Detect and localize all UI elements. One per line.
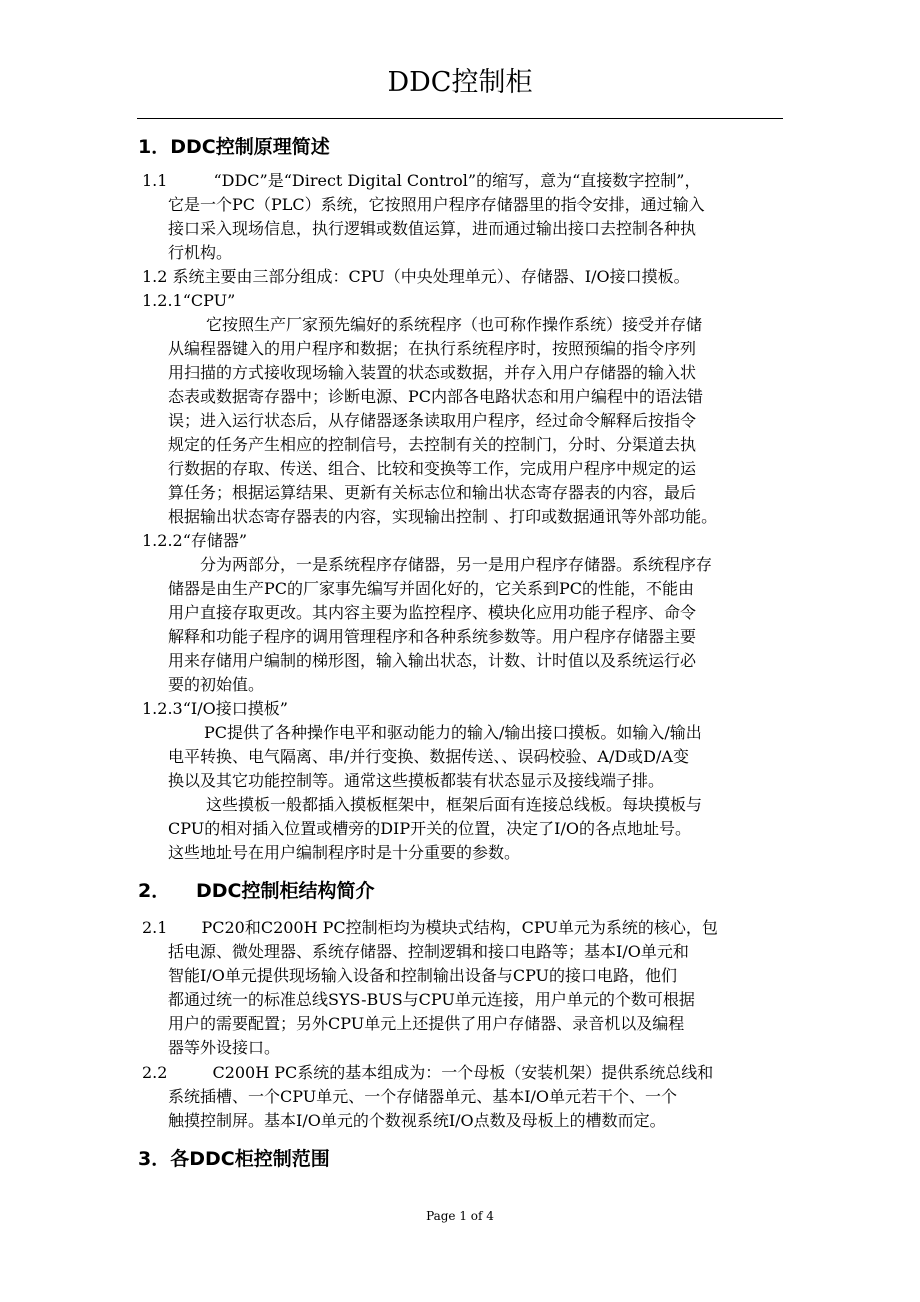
section-1-title: DDC控制原理简述: [170, 136, 330, 158]
paragraph-line: 算任务；根据运算结果、更新有关标志位和输出状态寄存器表的内容，最后: [168, 483, 697, 502]
paragraph-line: 行机构。: [168, 243, 233, 262]
paragraph-line: 根据输出状态寄存器表的内容，实现输出控制 、打印或数据通讯等外部功能。: [168, 507, 718, 526]
paragraph-line: 电平转换、电气隔离、串/并行变换、数据传送、、误码校验、A/D或D/A变: [168, 747, 689, 766]
paragraph-line: 它是一个PC（PLC）系统，它按照用户程序存储器里的指令安排，通过输入: [168, 195, 705, 214]
paragraph-line: 用户直接存取更改。其内容主要为监控程序、模块化应用功能子程序、命令: [168, 603, 697, 622]
paragraph-2-2-number: 2.2: [142, 1063, 168, 1082]
paragraph-1-1: [142, 169, 802, 265]
subsection-1-2-2-label: 1.2.2“存储器”: [142, 531, 248, 550]
paragraph-line: 这些地址号在用户编制程序时是十分重要的参数。: [168, 843, 521, 862]
paragraph-line: 系统插槽、一个CPU单元、一个存储器单元、基本I/O单元若干个、一个: [168, 1087, 678, 1106]
paragraph-1-2: 1.2 系统主要由三部分组成：CPU（中央处理单元）、存储器、I/O接口摸板。: [142, 267, 690, 286]
paragraph-line: 智能I/O单元提供现场输入设备和控制输出设备与CPU的接口电路，他们: [168, 966, 678, 985]
section-1-number: 1．: [138, 136, 171, 158]
paragraph-line: 储器是由生产PC的厂家事先编写并固化好的，它关系到PC的性能，不能由: [168, 579, 695, 598]
paragraph-line: 都通过统一的标准总线SYS-BUS与CPU单元连接，用户单元的个数可根据: [168, 990, 695, 1009]
document-title: DDC控制柜: [387, 67, 533, 98]
page-footer: Page 1 of 4: [426, 1209, 494, 1223]
paragraph-line: 用户的需要配置；另外CPU单元上还提供了用户存储器、录音机以及编程: [168, 1014, 685, 1033]
paragraph-line: 它按照生产厂家预先编好的系统程序（也可称作操作系统）接受并存储: [206, 315, 703, 334]
paragraph-1-2-3-a: [168, 721, 808, 793]
paragraph-line: PC20和C200H PC控制柜均为模块式结构，CPU单元为系统的核心，包: [201, 918, 718, 937]
paragraph-line: 规定的任务产生相应的控制信号，去控制有关的控制门，分时、分渠道去执: [168, 435, 697, 454]
paragraph-line: C200H PC系统的基本组成为：一个母板（安装机架）提供系统总线和: [212, 1063, 714, 1082]
paragraph-line: 从编程器键入的用户程序和数据；在执行系统程序时，按照预编的指令序列: [168, 339, 697, 358]
paragraph-line: 要的初始值。: [168, 675, 265, 694]
paragraph-line: CPU的相对插入位置或槽旁的DIP开关的位置，决定了I/O的各点地址号。: [168, 819, 691, 838]
paragraph-line: 行数据的存取、传送、组合、比较和变换等工作，完成用户程序中规定的运: [168, 459, 697, 478]
paragraph-line: “DDC”是“Direct Digital Control”的缩写，意为“直接数字控制”，: [213, 171, 701, 190]
paragraph-line: 误；进入运行状态后，从存储器逐条读取用户程序，经过命令解释后按指令: [168, 411, 697, 430]
title-rule: [137, 118, 783, 119]
paragraph-line: 换以及其它功能控制等。通常这些摸板都装有状态显示及接线端子排。: [168, 771, 665, 790]
paragraph-line: 这些摸板一般都插入摸板框架中，框架后面有连接总线板。每块摸板与: [206, 795, 703, 814]
paragraph-1-1-number: 1.1: [142, 171, 168, 190]
paragraph-2-2: [142, 1061, 802, 1133]
section-1-heading: [138, 134, 330, 160]
paragraph-1-2-3-b: [168, 793, 808, 865]
subsection-1-2-3-label: 1.2.3“I/O接口摸板”: [142, 699, 288, 718]
subsection-1-2-1-label: 1.2.1“CPU”: [142, 291, 236, 310]
paragraph-1-2-2: [168, 553, 808, 697]
paragraph-line: 括电源、微处理器、系统存储器、控制逻辑和接口电路等；基本I/O单元和: [168, 942, 689, 961]
section-3-number: 3．: [138, 1148, 171, 1170]
paragraph-line: 解释和功能子程序的调用管理程序和各种系统参数等。用户程序存储器主要: [168, 627, 697, 646]
section-3-heading: [138, 1146, 330, 1172]
paragraph-line: 用来存储用户编制的梯形图，输入输出状态，计数、计时值以及系统运行必: [168, 651, 697, 670]
paragraph-line: 态表或数据寄存器中；诊断电源、PC内部各电路状态和用户编程中的语法错: [168, 387, 704, 406]
section-3-title: 各DDC柜控制范围: [170, 1148, 330, 1170]
section-2-number: 2．: [138, 880, 171, 902]
paragraph-line: PC提供了各种操作电平和驱动能力的输入/输出接口摸板。如输入/输出: [204, 723, 702, 742]
paragraph-2-1-number: 2.1: [142, 918, 168, 937]
paragraph-2-1: [142, 916, 802, 1060]
paragraph-line: 触摸控制屏。基本I/O单元的个数视系统I/O点数及母板上的槽数而定。: [168, 1111, 666, 1130]
paragraph-line: 接口采入现场信息，执行逻辑或数值运算，进而通过输出接口去控制各种执: [168, 219, 697, 238]
paragraph-1-2-1: [168, 313, 808, 529]
paragraph-line: 用扫描的方式接收现场输入装置的状态或数据，并存入用户存储器的输入状: [168, 363, 697, 382]
paragraph-line: 分为两部分，一是系统程序存储器，另一是用户程序存储器。系统程序存: [200, 555, 713, 574]
paragraph-line: 器等外设接口。: [168, 1038, 281, 1057]
section-2-title: DDC控制柜结构简介: [196, 880, 375, 902]
section-2-heading: [138, 878, 375, 904]
